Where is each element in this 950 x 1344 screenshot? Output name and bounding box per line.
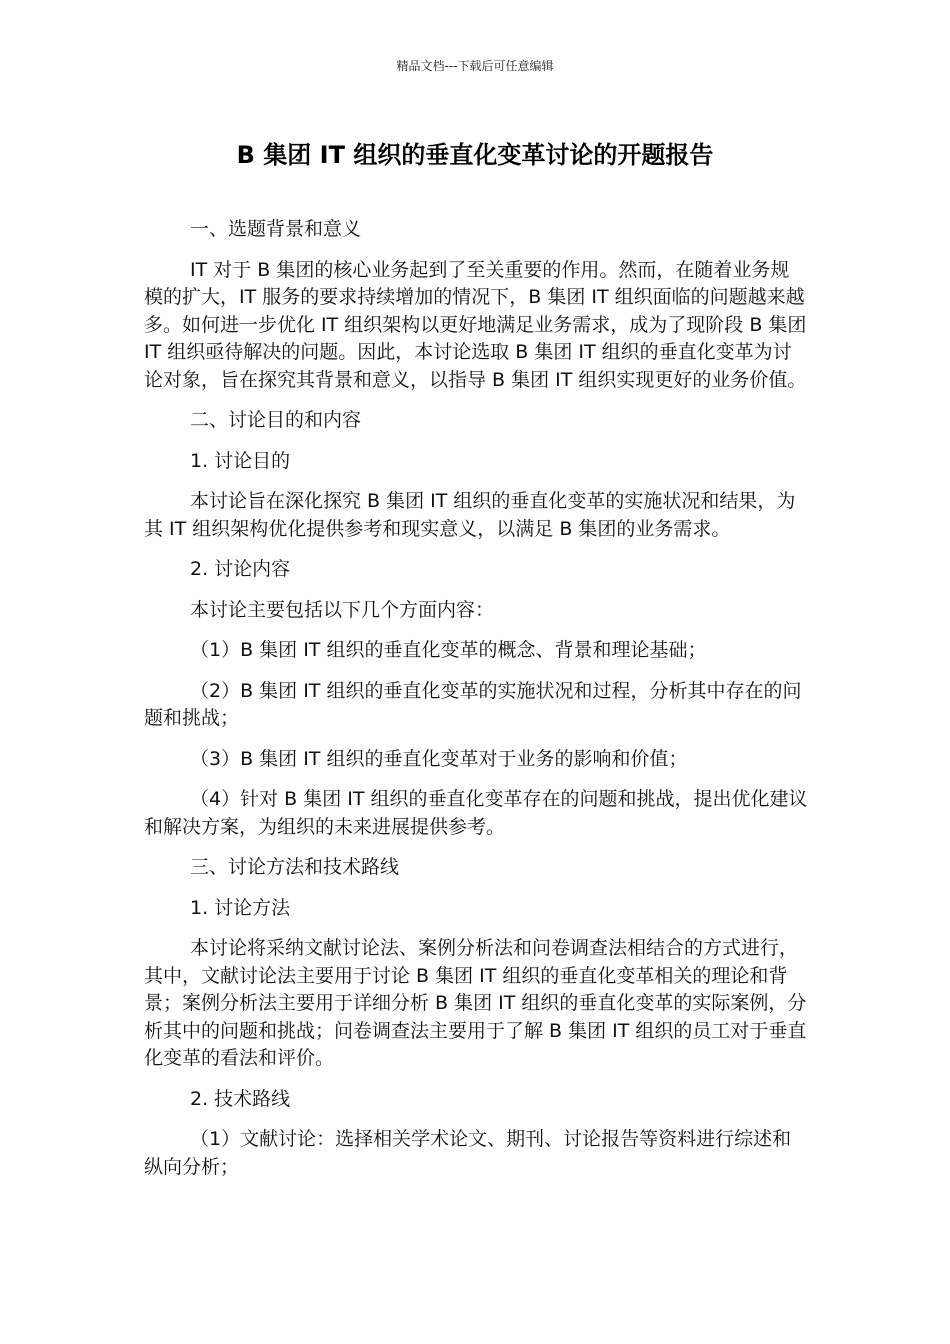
list-item-content-3: （3）B 集团 IT 组织的垂直化变革对于业务的影响和价值； bbox=[190, 747, 688, 770]
document-body bbox=[144, 216, 808, 1194]
page-header-watermark: 精品文档---下载后可任意编辑 bbox=[396, 59, 554, 73]
list-item-technical-route-1: （1）文献讨论：选择相关学术论文、期刊、讨论报告等资料进行综述和纵向分析； bbox=[144, 1128, 792, 1178]
subheading-objective: 1. 讨论目的 bbox=[190, 449, 291, 472]
subheading-content: 2. 讨论内容 bbox=[190, 558, 291, 580]
paragraph-background: IT 对于 B 集团的核心业务起到了至关重要的作用。然而，在随着业务规模的扩大，IT 服务的要求持续增加的情况下，B 集团 IT 组织面临的问题越来越多。如何进一步优化 IT 组织架构以更好地满足业务需求，成为了现阶段 B 集团 IT 组织亟待解决的问题。因此，本讨论选取 B 集团 IT 组织的垂直化变革为讨论对象，旨在探究其背景和意义，以指导 B 集团 IT 组织实现更好的业务价值。 bbox=[144, 258, 807, 391]
list-item-content-2: （2）B 集团 IT 组织的垂直化变革的实施状况和过程，分析其中存在的问题和挑战； bbox=[144, 679, 802, 729]
document-title: B 集团 IT 组织的垂直化变革讨论的开题报告 bbox=[236, 141, 714, 169]
section-heading-methods: 三、讨论方法和技术路线 bbox=[190, 856, 400, 878]
paragraph-content-intro: 本讨论主要包括以下几个方面内容： bbox=[190, 598, 495, 621]
subheading-methods: 1. 讨论方法 bbox=[190, 896, 291, 919]
list-item-content-4: （4）针对 B 集团 IT 组织的垂直化变革存在的问题和挑战，提出优化建议和解决方案，为组织的未来进展提供参考。 bbox=[144, 788, 808, 838]
section-heading-objectives: 二、讨论目的和内容 bbox=[190, 409, 362, 431]
subheading-technical-route: 2. 技术路线 bbox=[190, 1087, 291, 1110]
paragraph-methods: 本讨论将采纳文献讨论法、案例分析法和问卷调查法相结合的方式进行，其中，文献讨论法主要用于讨论 B 集团 IT 组织的垂直化变革相关的理论和背景；案例分析法主要用于详细分析 B 集团 IT 组织的垂直化变革的实际案例，分析其中的问题和挑战；问卷调查法主要用于了解 B 集团 IT 组织的员工对于垂直化变革的看法和评价。 bbox=[144, 937, 807, 1069]
section-heading-background: 一、选题背景和意义 bbox=[190, 218, 362, 240]
list-item-content-1: （1）B 集团 IT 组织的垂直化变革的概念、背景和理论基础； bbox=[190, 639, 707, 661]
paragraph-objective: 本讨论旨在深化探究 B 集团 IT 组织的垂直化变革的实施状况和结果，为其 IT 组织架构优化提供参考和现实意义，以满足 B 集团的业务需求。 bbox=[144, 490, 796, 540]
